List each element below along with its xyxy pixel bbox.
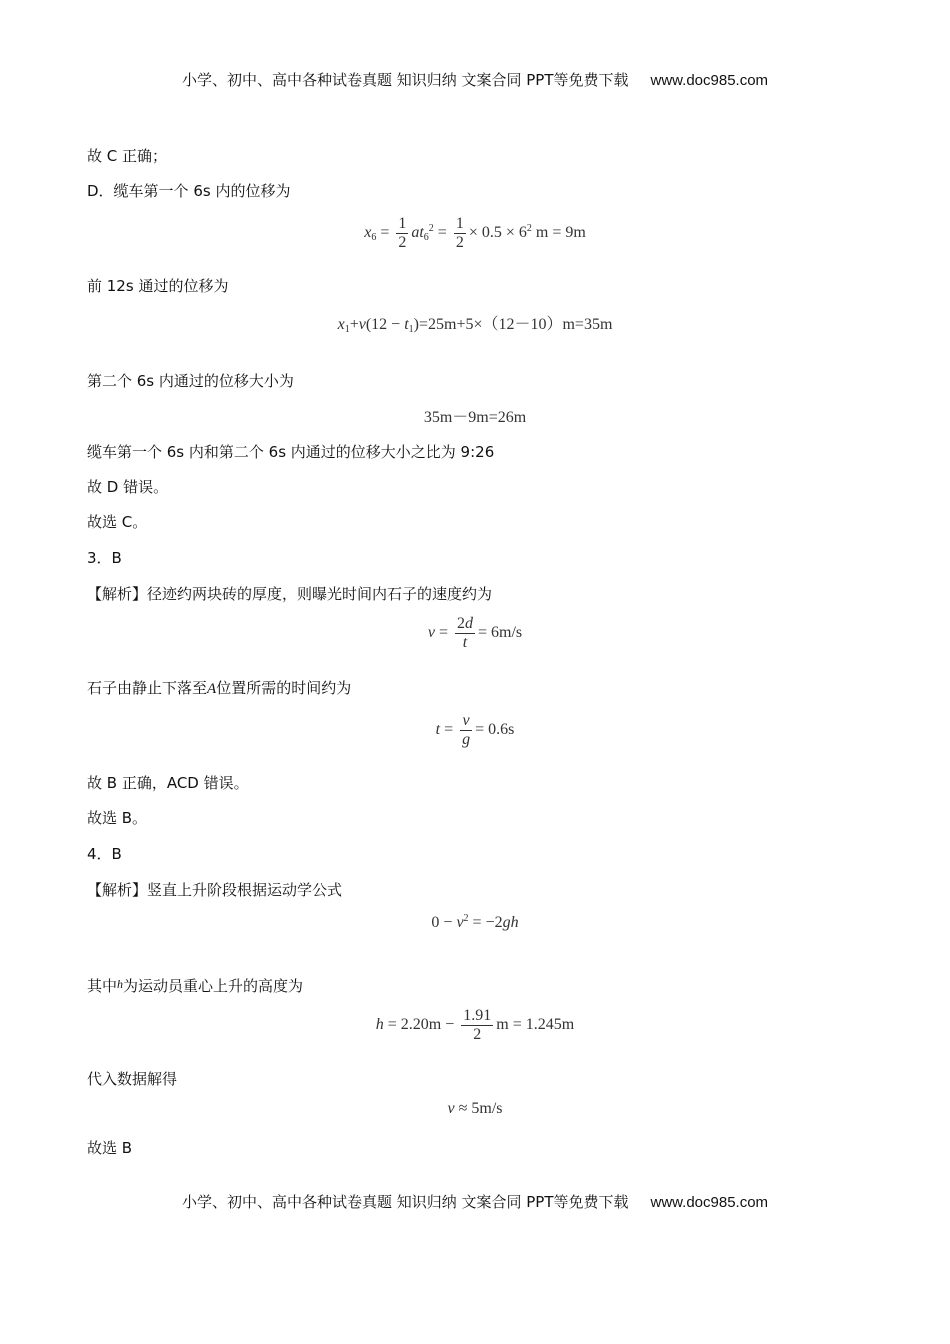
question-3-answer: 3．B bbox=[87, 549, 122, 567]
line-b-correct: 故 B 正确，ACD 错误。 bbox=[87, 774, 249, 792]
question-4-analysis: 【解析】竖直上升阶段根据运动学公式 bbox=[87, 881, 343, 899]
page-header bbox=[0, 69, 950, 90]
line-substitute: 代入数据解得 bbox=[87, 1070, 178, 1088]
line-q4-height: 其中$^h$为运动员重心上升的高度为 bbox=[87, 977, 304, 995]
line-c-correct: 故 C 正确； bbox=[87, 147, 168, 165]
line-first-12s: 前 12s 通过的位移为 bbox=[87, 277, 229, 295]
equation-time: t = $\frac{v}{g}$ = 0.6s bbox=[435, 712, 515, 748]
line-ratio: 缆车第一个 6s 内和第二个 6s 内通过的位移大小之比为 9:26 bbox=[87, 443, 495, 461]
fraction-1.91-over-2: $\frac{1.91}{2}$ bbox=[463, 1007, 492, 1043]
line-choose-b-1: 故选 B。 bbox=[87, 809, 148, 827]
question-3-analysis: 【解析】径迹约两块砖的厚度，则曝光时间内石子的速度约为 bbox=[87, 585, 493, 603]
equation-x6: $x_6$ = $\frac{1}{2}$ $at_6^2$ = $\frac{1}{2}$ × $0.5 \times 6^2$ m = 9m bbox=[364, 215, 586, 251]
footer-text: 小学、初中、高中各种试卷真题 知识归纳 文案合同 PPT等免费下载 bbox=[181, 1193, 629, 1211]
equation-kinematics: $0 - v^2 = -2gh$ bbox=[431, 913, 519, 931]
equation-result: v ≈ 5m/s bbox=[447, 1100, 503, 1117]
fraction-half: $\frac{1}{2}$ bbox=[398, 215, 407, 251]
line-q3-time: 石子由静止下落至A位置所需的时间约为 bbox=[87, 679, 352, 697]
line-d-wrong: 故 D 错误。 bbox=[87, 478, 169, 496]
equation-second-6s: 35m－9m=26m bbox=[423, 409, 527, 426]
line-d-intro: D．缆车第一个 6s 内的位移为 bbox=[87, 182, 291, 200]
fraction-v-over-g: $\frac{v}{g}$ bbox=[462, 712, 471, 748]
line-choose-c: 故选 C。 bbox=[87, 513, 148, 531]
header-site-link[interactable]: www.doc985.com bbox=[650, 72, 769, 89]
line-second-6s: 第二个 6s 内通过的位移大小为 bbox=[87, 372, 294, 390]
equation-first-12s: $x_1+v(12 - t_1)=25m+5\times(12-10)m=35m$ bbox=[337, 316, 613, 335]
line-choose-b-2: 故选 B bbox=[87, 1139, 133, 1157]
fraction-half-2: $\frac{1}{2}$ bbox=[455, 215, 464, 251]
page-footer bbox=[0, 1191, 950, 1212]
footer-site-link[interactable]: www.doc985.com bbox=[650, 1194, 769, 1211]
question-4-answer: 4．B bbox=[87, 845, 122, 863]
fraction-2d-over-t: $\frac{2d}{t}$ bbox=[457, 615, 473, 651]
equation-height: h = 2.20m − $\frac{1.91}{2}$ m = 1.245m bbox=[375, 1007, 575, 1043]
header-text: 小学、初中、高中各种试卷真题 知识归纳 文案合同 PPT等免费下载 bbox=[181, 71, 629, 89]
equation-velocity: v = $\frac{2d}{t}$ = 6m/s bbox=[427, 615, 523, 651]
